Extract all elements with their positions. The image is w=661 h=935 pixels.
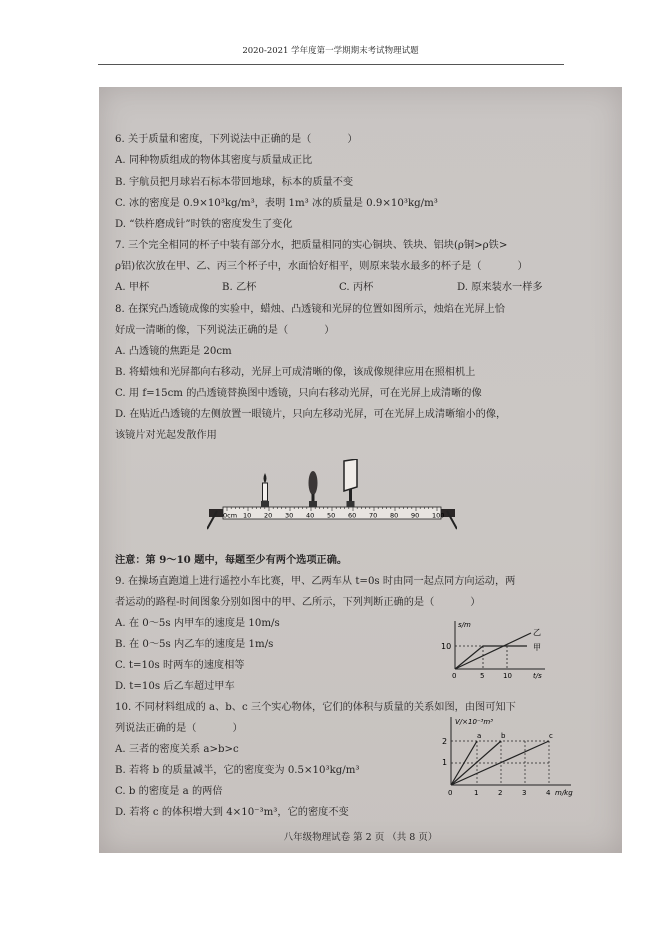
q9-option-a: A. 在 0～5s 内甲车的速度是 10m/s <box>115 618 280 629</box>
q7-stem-line2 <box>115 260 528 273</box>
q10-option-d: D. 若将 c 的体积增大到 4×10⁻³m³，它的密度不变 <box>115 807 349 818</box>
q10-y-tick-2: 2 <box>442 737 448 746</box>
q10-option-c: C. b 的密度是 a 的两倍 <box>115 786 223 797</box>
lens-stem <box>312 494 315 502</box>
q9-label-jia: 甲 <box>533 643 541 652</box>
q6-stem-end: ） <box>347 134 358 145</box>
q6-stem <box>115 133 358 146</box>
q6-option-a: A. 同种物质组成的物体其密度与质量成正比 <box>115 155 313 166</box>
lens-body <box>309 471 318 495</box>
bench-scale-label: 10 <box>243 511 252 520</box>
candle-body <box>263 483 268 501</box>
exam-photo <box>99 87 622 853</box>
q6-stem-text: 6. 关于质量和密度，下列说法中正确的是（ <box>115 134 312 145</box>
q9-option-b: B. 在 0～5s 内乙车的速度是 1m/s <box>115 639 274 650</box>
q8-stem-end: ） <box>324 325 335 336</box>
q9-stem-text: 者运动的路程-时间图象分别如图中的甲、乙所示，下列判断正确的是（ <box>115 597 435 608</box>
q9-stem-line1: 9. 在操场直跑道上进行遥控小车比赛，甲、乙两车从 t=0s 时由同一起点同方向运动，两 <box>115 576 516 587</box>
page-header: 2020-2021 学年度第一学期期末考试物理试题 <box>242 46 419 56</box>
q8-option-a: A. 凸透镜的焦距是 20cm <box>115 346 232 357</box>
q7-option-b: B. 乙杯 <box>222 282 257 293</box>
q10-stem-line2 <box>115 722 243 735</box>
q9-stem-line2 <box>115 596 480 609</box>
q8-stem-line2 <box>115 324 334 337</box>
q8-option-d-line1: D. 在贴近凸透镜的左侧放置一眼镜片，只向左移动光屏，可在光屏上成清晰缩小的像， <box>115 409 507 420</box>
q10-stem-line1: 10. 不同材料组成的 a、b、c 三个实心物体，它们的体积与质量的关系如图，由图可知下 <box>115 702 516 713</box>
bench-scale-label: 40 <box>306 511 315 520</box>
screen-holder <box>347 501 355 507</box>
bench-scale-label: 20 <box>264 511 273 520</box>
q9-option-d: D. t=10s 后乙车超过甲车 <box>115 681 235 692</box>
q7-stem-text: ρ铝)依次放在甲、乙、丙三个杯子中，水面恰好相平，则原来装水最多的杯子是（ <box>115 261 482 272</box>
q7-option-c: C. 丙杯 <box>339 282 374 293</box>
q10-x-tick-4: 4 <box>546 789 551 797</box>
lens-holder <box>309 501 317 507</box>
q8-option-c: C. 用 f=15cm 的凸透镜替换图中透镜，只向右移动光屏，可在光屏上成清晰的像 <box>115 388 482 399</box>
q9-x-tick-0: 0 <box>452 672 457 679</box>
q9-x-tick-5: 5 <box>480 672 485 679</box>
q6-option-d: D. “铁杵磨成针”时铁的密度发生了变化 <box>115 219 293 230</box>
q9-x-label: t/s <box>533 672 542 679</box>
bench-scale-label: 30 <box>285 511 294 520</box>
q7-option-d: D. 原来装水一样多 <box>457 282 543 293</box>
screen-stem <box>349 489 352 502</box>
bench-scale-label: 80 <box>390 511 399 520</box>
screen-panel <box>344 459 357 491</box>
q8-option-b: B. 将蜡烛和光屏都向右移动，光屏上可成清晰的像，该成像规律应用在照相机上 <box>115 367 476 378</box>
q10-x-tick-2: 2 <box>498 789 503 797</box>
q10-x-tick-1: 1 <box>474 789 479 797</box>
q10-option-b: B. 若将 b 的质量减半，它的密度变为 0.5×10³kg/m³ <box>115 765 360 776</box>
q8-stem-line1: 8. 在探究凸透镜成像的实验中，蜡烛、凸透镜和光屏的位置如图所示，烛焰在光屏上恰 <box>115 304 505 315</box>
q9-line-yi <box>455 633 531 669</box>
q9-y-tick: 10 <box>441 642 452 651</box>
optical-bench-figure <box>207 459 457 534</box>
page-footer: 八年级物理试卷 第 2 页 （共 8 页） <box>283 832 438 843</box>
candle-holder <box>261 501 269 507</box>
q9-x-tick-10: 10 <box>503 672 512 679</box>
light-screen <box>344 459 357 507</box>
q9-line-jia <box>455 646 527 669</box>
candle-flame <box>264 473 267 483</box>
q7-stem-end: ） <box>517 261 528 272</box>
q10-x-label: m/kg <box>555 789 573 797</box>
q10-x-tick-0: 0 <box>448 789 453 797</box>
bench-scale-label: 70 <box>369 511 378 520</box>
bench-scale-label: 90 <box>411 511 420 520</box>
convex-lens <box>309 471 318 507</box>
bench-scale-label: 100 <box>432 511 445 520</box>
q10-y-label: V/×10⁻³m³ <box>455 718 494 726</box>
q10-line-b <box>451 741 501 785</box>
multi-select-note: 注意：第 9～10 题中，每题至少有两个选项正确。 <box>115 554 348 566</box>
q6-option-c: C. 冰的密度是 0.9×10³kg/m³，表明 1m³ 冰的质量是 0.9×10³kg/m³ <box>115 198 438 209</box>
q10-label-b: b <box>501 732 506 740</box>
q7-stem-line1: 7. 三个完全相同的杯子中装有部分水，把质量相同的实心铜块、铁块、铝块(ρ铜>ρ铁> <box>115 240 508 251</box>
bench-scale-label: 0cm <box>223 511 238 520</box>
q9-stem-end: ） <box>470 597 481 608</box>
q10-label-c: c <box>549 732 553 740</box>
q9-y-label: s/m <box>458 621 471 629</box>
q10-volume-mass-graph <box>435 715 585 797</box>
q10-label-a: a <box>477 732 482 740</box>
q10-x-tick-3: 3 <box>522 789 527 797</box>
q9-distance-time-graph <box>437 617 555 679</box>
candle <box>261 473 269 507</box>
q8-option-d-line2: 该镜片对光起发散作用 <box>115 430 217 441</box>
q10-line-a <box>451 741 477 785</box>
q9-label-yi: 乙 <box>533 628 541 637</box>
q8-stem-text: 好成一清晰的像，下列说法正确的是（ <box>115 325 289 336</box>
q10-option-a: A. 三者的密度关系 a>b>c <box>115 744 239 755</box>
q10-stem-text: 列说法正确的是（ <box>115 723 197 734</box>
bench-scale-label: 50 <box>327 511 336 520</box>
q10-stem-end: ） <box>232 723 243 734</box>
q9-option-c: C. t=10s 时两车的速度相等 <box>115 660 245 671</box>
q6-option-b: B. 宇航员把月球岩石标本带回地球，标本的质量不变 <box>115 177 354 188</box>
bench-scale-label: 60 <box>348 511 357 520</box>
q10-line-c <box>451 741 549 785</box>
q10-y-tick-1: 1 <box>442 758 448 767</box>
q7-option-a: A. 甲杯 <box>115 282 150 293</box>
header-rule <box>98 64 564 65</box>
